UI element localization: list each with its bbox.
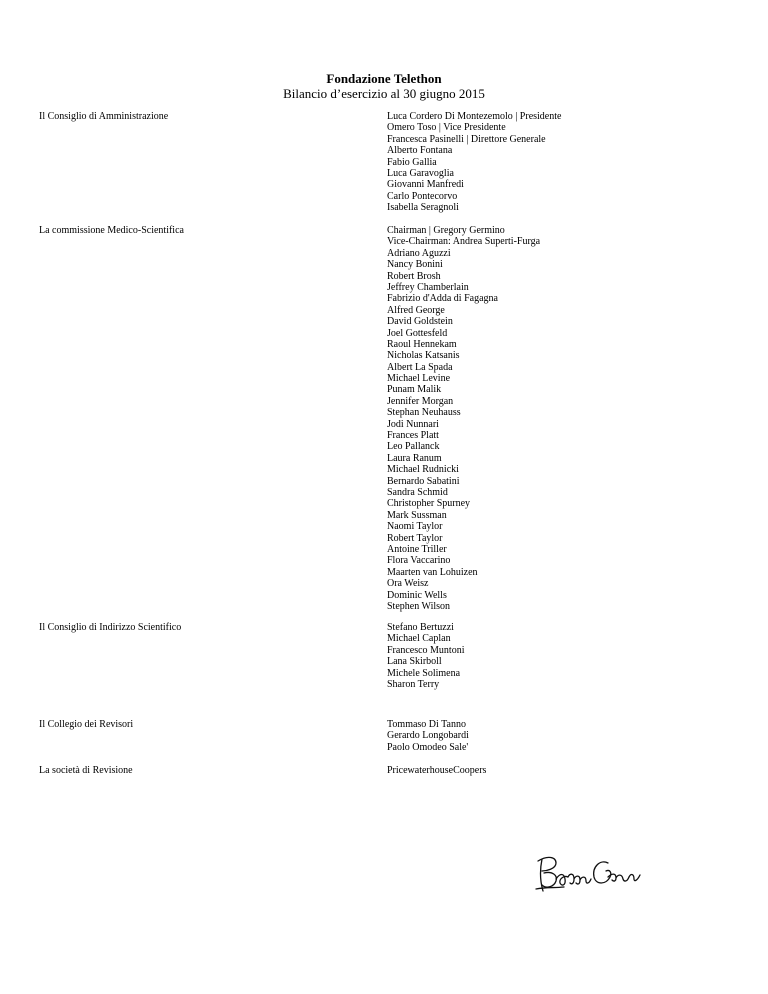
member-name: David Goldstein (387, 316, 453, 328)
member-name: Joel Gottesfeld (387, 327, 448, 339)
member-name: Luca Cordero Di Montezemolo | Presidente (387, 111, 562, 122)
member-name: Leo Pallanck (387, 441, 440, 453)
member-name: Francesco Muntoni (387, 644, 465, 656)
member-name: Robert Brosh (387, 270, 441, 282)
report-title: Bilancio d’esercizio al 30 giugno 2015 (283, 86, 485, 101)
member-name: Chairman | Gregory Germino (387, 225, 505, 236)
member-name: Isabella Seragnoli (387, 202, 459, 214)
member-name: Fabrizio d'Adda di Fagagna (387, 293, 498, 305)
member-name: Carlo Pontecorvo (387, 190, 458, 202)
member-name: Fabio Gallia (387, 156, 437, 168)
organization-name: Fondazione Telethon (326, 71, 442, 86)
member-name: Maarten van Lohuizen (387, 566, 478, 578)
member-name: Sandra Schmid (387, 486, 448, 498)
member-name: Jeffrey Chamberlain (387, 281, 469, 293)
member-name: Flora Vaccarino (387, 555, 451, 567)
member-name: Paolo Omodeo Sale' (387, 741, 469, 753)
member-name: Jodi Nunnari (387, 418, 439, 430)
section-label: La commissione Medico-Scientifica (39, 225, 184, 236)
member-name: Mark Sussman (387, 509, 447, 521)
member-name: Michael Caplan (387, 633, 451, 645)
member-list (387, 225, 540, 612)
member-name: Tommaso Di Tanno (387, 719, 466, 730)
member-name: Luca Garavoglia (387, 167, 454, 179)
member-name: Vice-Chairman: Andrea Superti-Furga (387, 236, 541, 248)
member-name: Naomi Taylor (387, 521, 443, 533)
member-list (387, 622, 465, 690)
member-name: PricewaterhouseCoopers (387, 765, 487, 776)
section-label: Il Collegio dei Revisori (39, 719, 134, 730)
member-name: Stephan Neuhauss (387, 407, 461, 419)
member-name: Albert La Spada (387, 361, 453, 373)
member-name: Michael Rudnicki (387, 464, 459, 476)
member-name: Francesca Pasinelli | Direttore Generale (387, 133, 546, 145)
member-name: Gerardo Longobardi (387, 730, 469, 742)
member-name: Giovanni Manfredi (387, 179, 464, 191)
member-name: Robert Taylor (387, 532, 443, 544)
section-label: Il Consiglio di Amministrazione (39, 111, 169, 122)
member-list (387, 719, 469, 753)
handwritten-signature (534, 849, 646, 899)
member-name: Omero Toso | Vice Presidente (387, 122, 506, 134)
member-name: Alfred George (387, 304, 445, 316)
member-list (387, 765, 486, 776)
member-name: Punam Malik (387, 384, 442, 396)
member-name: Antoine Triller (387, 543, 447, 555)
member-name: Nicholas Katsanis (387, 350, 460, 362)
member-name: Ora Weisz (387, 578, 429, 590)
member-name: Laura Ranum (387, 452, 442, 464)
member-name: Adriano Aguzzi (387, 247, 451, 259)
member-name: Stephen Wilson (387, 600, 451, 612)
member-name: Christopher Spurney (387, 498, 471, 510)
member-name: Nancy Bonini (387, 259, 443, 271)
member-name: Raoul Hennekam (387, 338, 457, 350)
section-label: Il Consiglio di Indirizzo Scientifico (39, 622, 182, 633)
member-name: Michele Solimena (387, 667, 461, 679)
member-name: Jennifer Morgan (387, 395, 454, 407)
member-name: Alberto Fontana (387, 145, 453, 157)
member-list (387, 111, 561, 214)
member-name: Sharon Terry (387, 678, 440, 690)
member-name: Michael Levine (387, 373, 451, 385)
member-name: Frances Platt (387, 430, 439, 442)
section-label: La società di Revisione (39, 765, 133, 776)
member-name: Lana Skirboll (387, 656, 442, 668)
member-name: Dominic Wells (387, 589, 447, 601)
member-name: Bernardo Sabatini (387, 475, 460, 487)
member-name: Stefano Bertuzzi (387, 622, 454, 633)
